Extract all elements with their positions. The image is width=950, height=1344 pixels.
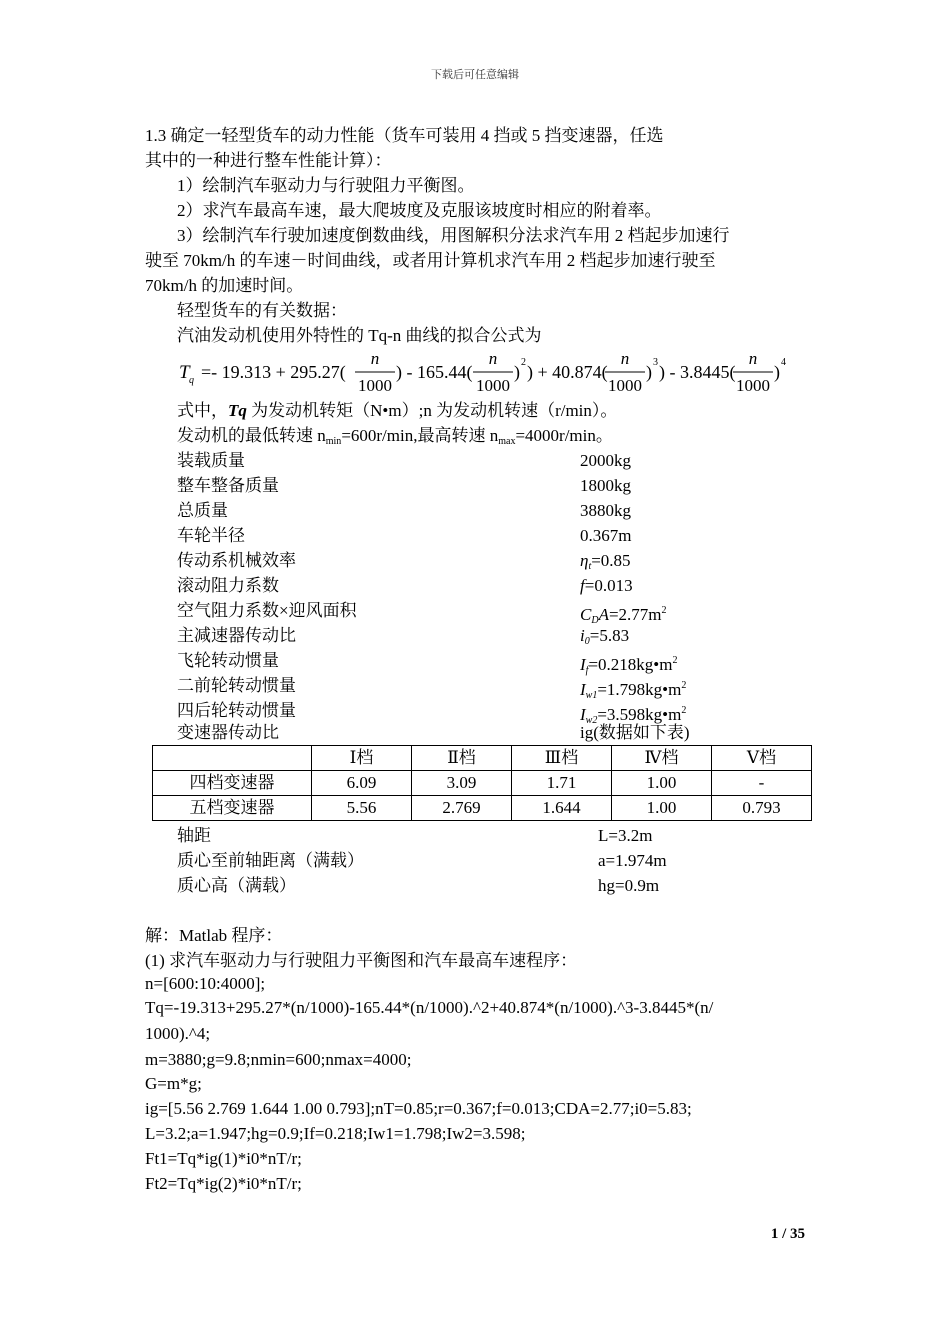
param-label: 质心至前轴距离（满载）: [177, 851, 364, 870]
param-label: 变速器传动比: [177, 723, 279, 742]
formula-term-1: =- 19.313 + 295.27(: [201, 362, 346, 382]
param-value: hg=0.9m: [598, 876, 660, 895]
table-header-cell: Ⅲ档: [512, 746, 612, 771]
param-value: 1800kg: [580, 476, 631, 495]
param-label: 四后轮转动惯量: [177, 701, 296, 720]
param-value: $I_{w2}=3.598kg•m^2$: [580, 705, 687, 726]
data-title: 轻型货车的有关数据：: [177, 301, 347, 320]
fraction-3-den: 1000: [608, 376, 642, 395]
param-value: ig(数据如下表): [580, 723, 690, 742]
table-header-cell: Ⅳ档: [612, 746, 712, 771]
param-value: L=3.2m: [598, 826, 653, 845]
param-value: $\eta_t=0.85$: [580, 551, 631, 572]
param-value: $i_0=5.83$: [580, 626, 630, 647]
param-label: 二前轮转动惯量: [177, 676, 296, 695]
param-label: 车轮半径: [177, 526, 245, 545]
table-cell: 四档变速器: [153, 771, 312, 796]
table-cell: 6.09: [312, 771, 412, 796]
formula-term-4: ) - 3.8445(: [659, 362, 736, 382]
fraction-3-num: n: [620, 352, 630, 368]
code-line: Ft2=Tq*ig(2)*i0*nT/r;: [145, 1174, 302, 1193]
param-label: 空气阻力系数×迎风面积: [177, 601, 357, 620]
param-label: 总质量: [177, 501, 228, 520]
param-value: $I_{w1}=1.798kg•m^2$: [580, 680, 687, 701]
param-label: 装载质量: [177, 451, 245, 470]
param-value: f=0.013: [580, 576, 633, 595]
code-line: L=3.2;a=1.947;hg=0.9;If=0.218;Iw1=1.798;Iw2=3.598;: [145, 1124, 526, 1143]
param-label: 传动系机械效率: [177, 551, 296, 570]
table-cell: 0.793: [712, 796, 812, 821]
param-value: 3880kg: [580, 501, 631, 520]
formula-exp-2: 2: [521, 357, 526, 368]
formula-close-4: ): [774, 362, 780, 382]
param-label: 飞轮转动惯量: [177, 651, 279, 670]
fraction-1-den: 1000: [358, 376, 392, 395]
task-item-3: 3）绘制汽车行驶加速度倒数曲线，用图解积分法求汽车用 2 档起步加速行: [177, 226, 730, 245]
page-number: 1 / 35: [770, 1226, 805, 1242]
param-value: $C_DA=2.77m^2$: [580, 605, 667, 626]
table-header-cell: Ⅱ档: [412, 746, 512, 771]
solution-title: 解：Matlab 程序：: [145, 926, 283, 945]
table-header-cell: [153, 746, 312, 771]
code-line: G=m*g;: [145, 1074, 202, 1093]
formula-close-2: ): [514, 362, 520, 382]
param-label: 滚动阻力系数: [177, 576, 279, 595]
param-label: 质心高（满载）: [177, 876, 296, 895]
param-value: a=1.974m: [598, 851, 667, 870]
formula-explanation: 式中，Tq 为发动机转矩（N•m）;n 为发动机转速（r/min）。: [177, 401, 618, 420]
torque-formula: [175, 352, 815, 398]
formula-term-2: ) - 165.44(: [396, 362, 473, 382]
solution-subtitle: (1) 求汽车驱动力与行驶阻力平衡图和汽车最高车速程序：: [145, 951, 578, 970]
formula-lhs-sub: q: [189, 375, 194, 386]
table-cell: 2.769: [412, 796, 512, 821]
table-cell: 1.644: [512, 796, 612, 821]
code-line: Ft1=Tq*ig(1)*i0*nT/r;: [145, 1149, 302, 1168]
table-header-cell: Ⅰ档: [312, 746, 412, 771]
table-cell: 3.09: [412, 771, 512, 796]
code-line: Tq=-19.313+295.27*(n/1000)-165.44*(n/1000).^2+40.874*(n/1000).^3-3.8445*(n/: [145, 998, 714, 1017]
task-item-3-end: 70km/h 的加速时间。: [145, 276, 304, 295]
code-line: m=3880;g=9.8;nmin=600;nmax=4000;: [145, 1050, 412, 1069]
param-value: 0.367m: [580, 526, 632, 545]
table-header-row: [153, 746, 812, 771]
formula-exp-3: 3: [653, 357, 658, 368]
param-value: $I_f=0.218kg•m^2$: [580, 655, 678, 676]
table-cell: -: [712, 771, 812, 796]
table-row: [153, 771, 812, 796]
table-cell: 五档变速器: [153, 796, 312, 821]
task-item-3-cont: 驶至 70km/h 的车速－时间曲线，或者用计算机求汽车用 2 档起步加速行驶至: [145, 251, 716, 270]
fraction-4-den: 1000: [736, 376, 770, 395]
formula-intro: 汽油发动机使用外特性的 Tq-n 曲线的拟合公式为: [177, 326, 542, 345]
formula-term-3: ) + 40.874(: [527, 362, 608, 382]
table-cell: 1.00: [612, 796, 712, 821]
param-value: 2000kg: [580, 451, 631, 470]
fraction-2-num: n: [488, 352, 498, 368]
param-label: 整车整备质量: [177, 476, 279, 495]
page-header: 下载后可任意编辑: [431, 68, 519, 81]
task-item-1: 1）绘制汽车驱动力与行驶阻力平衡图。: [177, 176, 475, 195]
formula-lhs: T: [179, 362, 190, 383]
param-label: 主减速器传动比: [177, 626, 296, 645]
table-cell: 1.00: [612, 771, 712, 796]
task-item-2: 2）求汽车最高车速，最大爬坡度及克服该坡度时相应的附着率。: [177, 201, 662, 220]
intro-line-1: 1.3 确定一轻型货车的动力性能（货车可装用 4 挡或 5 挡变速器，任选: [145, 126, 664, 145]
gear-ratio-table: [152, 745, 812, 821]
code-line: 1000).^4;: [145, 1024, 211, 1043]
code-line: ig=[5.56 2.769 1.644 1.00 0.793];nT=0.85;r=0.367;f=0.013;CDA=2.77;i0=5.83;: [145, 1099, 692, 1118]
engine-speed-range: 发动机的最低转速 $n_{min}=600r/\min$,最高转速 $n_{max}=4000r/\min$。: [177, 426, 613, 447]
param-label: 轴距: [177, 826, 211, 845]
formula-close-3: ): [646, 362, 652, 382]
fraction-1-num: n: [370, 352, 380, 368]
table-row: [153, 796, 812, 821]
code-line: n=[600:10:4000];: [145, 974, 266, 993]
fraction-4-num: n: [748, 352, 758, 368]
table-cell: 1.71: [512, 771, 612, 796]
formula-exp-4: 4: [781, 357, 786, 368]
table-cell: 5.56: [312, 796, 412, 821]
intro-line-2: 其中的一种进行整车性能计算）：: [145, 151, 392, 170]
table-header-cell: Ⅴ档: [712, 746, 812, 771]
fraction-2-den: 1000: [476, 376, 510, 395]
